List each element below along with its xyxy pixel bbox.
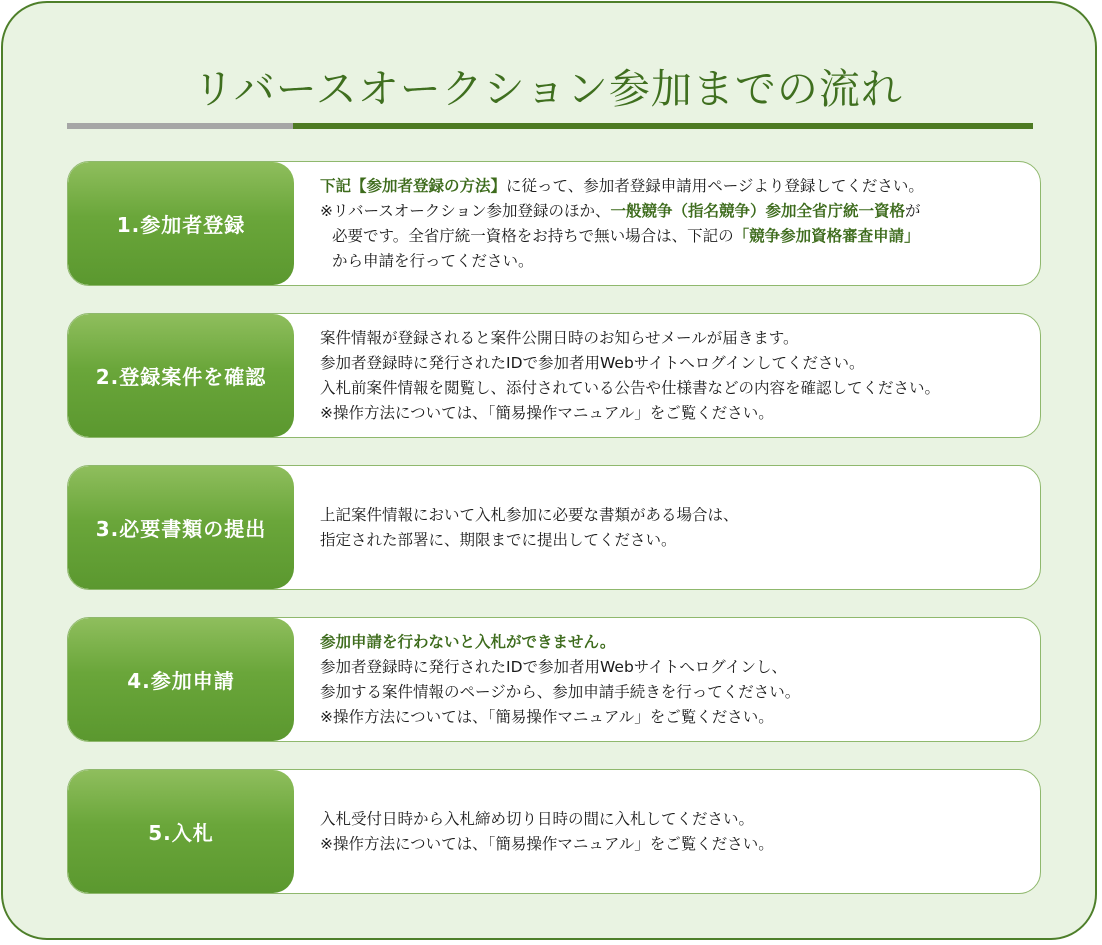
emphasis-text: 参加申請を行わないと入札ができません。 bbox=[320, 632, 616, 651]
description-text: が bbox=[904, 201, 921, 220]
description-line bbox=[320, 807, 1024, 832]
description-line bbox=[320, 503, 1024, 528]
description-text: ※操作方法については、「簡易操作マニュアル」をご覧ください。 bbox=[320, 403, 774, 422]
description-line bbox=[320, 528, 1024, 553]
description-line bbox=[320, 199, 1024, 224]
step-4-participation-application bbox=[67, 617, 1041, 742]
flow-panel bbox=[1, 1, 1097, 940]
description-text: に従って、参加者登録申請用ページより登録してください。 bbox=[506, 176, 924, 195]
step-5-description bbox=[320, 770, 1024, 893]
description-line bbox=[320, 401, 1024, 426]
description-text: 上記案件情報において入札参加に必要な書類がある場合は、 bbox=[320, 505, 739, 524]
step-1-label: 1.参加者登録 bbox=[68, 162, 294, 285]
description-text: ※操作方法については、「簡易操作マニュアル」をご覧ください。 bbox=[320, 707, 774, 726]
description-text: 指定された部署に、期限までに提出してください。 bbox=[320, 530, 677, 549]
page-title: リバースオークション参加までの流れ bbox=[193, 65, 903, 113]
description-line bbox=[320, 832, 1024, 857]
emphasis-text: 「競争参加資格審査申請」 bbox=[733, 226, 920, 245]
description-line bbox=[320, 224, 1024, 249]
emphasis-text: 一般競争（指名競争）参加全省庁統一資格 bbox=[610, 201, 905, 220]
step-2-check-registered-items bbox=[67, 313, 1041, 438]
description-line bbox=[320, 705, 1024, 730]
description-line bbox=[320, 680, 1024, 705]
step-4-description bbox=[320, 618, 1024, 741]
step-2-description bbox=[320, 314, 1024, 437]
title-underline-green bbox=[293, 123, 1033, 129]
description-text: 参加者登録時に発行されたIDで参加者用Webサイトへログインしてください。 bbox=[320, 353, 865, 372]
emphasis-text: 【参加者登録の方法】 bbox=[351, 176, 507, 195]
title-underline-gray bbox=[67, 123, 293, 129]
step-5-bidding bbox=[67, 769, 1041, 894]
description-text: 入札受付日時から入札締め切り日時の間に入札してください。 bbox=[320, 809, 755, 828]
description-text: 参加者登録時に発行されたIDで参加者用Webサイトへログインし、 bbox=[320, 657, 787, 676]
description-text: 必要です。全省庁統一資格をお持ちで無い場合は、下記の bbox=[332, 226, 734, 245]
description-line bbox=[320, 376, 1024, 401]
step-5-label: 5.入札 bbox=[68, 770, 294, 893]
step-1-participant-registration bbox=[67, 161, 1041, 286]
description-text: 案件情報が登録されると案件公開日時のお知らせメールが届きます。 bbox=[320, 328, 799, 347]
step-3-description bbox=[320, 466, 1024, 589]
step-3-submit-documents bbox=[67, 465, 1041, 590]
description-line bbox=[320, 655, 1024, 680]
description-line bbox=[320, 249, 1024, 274]
emphasis-text: 下記 bbox=[320, 176, 352, 195]
description-text: 入札前案件情報を閲覧し、添付されている公告や仕様書などの内容を確認してください。 bbox=[320, 378, 941, 397]
description-text: ※操作方法については、「簡易操作マニュアル」をご覧ください。 bbox=[320, 834, 774, 853]
description-text: から申請を行ってください。 bbox=[332, 251, 534, 270]
step-3-label: 3.必要書類の提出 bbox=[68, 466, 294, 589]
description-line bbox=[320, 174, 1024, 199]
step-1-description bbox=[320, 162, 1024, 285]
description-line bbox=[320, 630, 1024, 655]
description-text: 参加する案件情報のページから、参加申請手続きを行ってください。 bbox=[320, 682, 801, 701]
step-2-label: 2.登録案件を確認 bbox=[68, 314, 294, 437]
description-text: ※リバースオークション参加登録のほか、 bbox=[320, 201, 611, 220]
description-line bbox=[320, 326, 1024, 351]
step-4-label: 4.参加申請 bbox=[68, 618, 294, 741]
description-line bbox=[320, 351, 1024, 376]
